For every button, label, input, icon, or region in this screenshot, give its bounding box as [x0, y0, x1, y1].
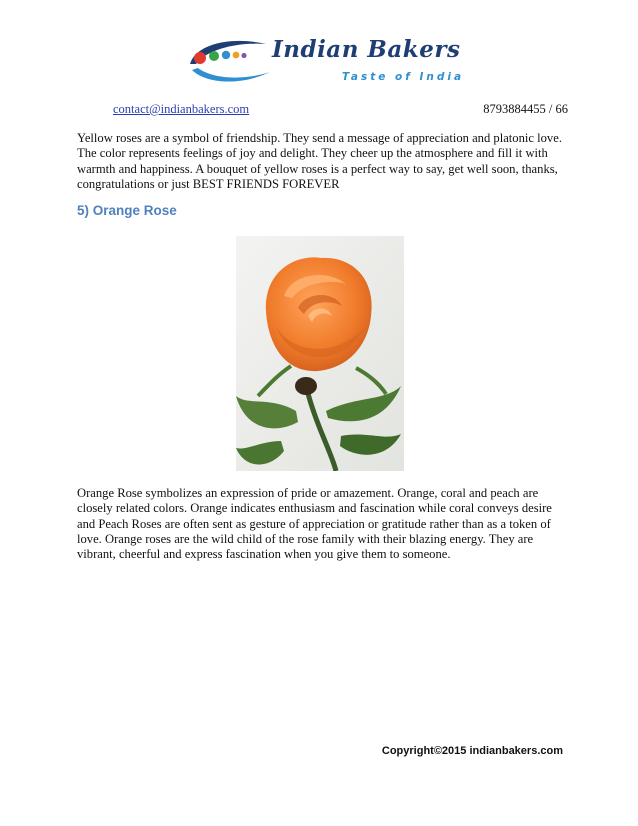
section-heading-orange-rose: 5) Orange Rose [77, 203, 177, 218]
indian-bakers-logo [186, 34, 465, 90]
brand-name: Indian Bakers [272, 36, 461, 63]
yellow-rose-paragraph: Yellow roses are a symbol of friendship. They send a message of appreciation and platonic love. The color represents feelings of joy and delight. They cheer up the atmosphere and fill it with warmth and happiness. A bouquet of yellow roses is a perfect way to say, get well soon, thanks, congratulations or just BEST FRIENDS FOREVER [77, 131, 562, 191]
brand-tagline: Taste of India [342, 71, 465, 83]
orange-rose-photo [236, 236, 404, 471]
phone-page-number: 8793884455 / 66 [483, 102, 568, 116]
logo-mark-icon [186, 34, 276, 90]
email-link[interactable]: contact@indianbakers.com [113, 102, 250, 116]
copyright-footer: Copyright©2015 indianbakers.com [381, 745, 563, 757]
contact-row [113, 102, 568, 120]
orange-rose-paragraph: Orange Rose symbolizes an expression of pride or amazement. Orange, coral and peach are closely related colors. Orange indicates enthusiasm and fascination while coral conveys desire and Peach Roses are often sent as gesture of appreciation or gratitude rather than as a token of love. Orange roses are the wild child of the rose family with their blazing energy. They are vibrant, cheerful and express fascination when you give them to someone. [77, 486, 552, 562]
